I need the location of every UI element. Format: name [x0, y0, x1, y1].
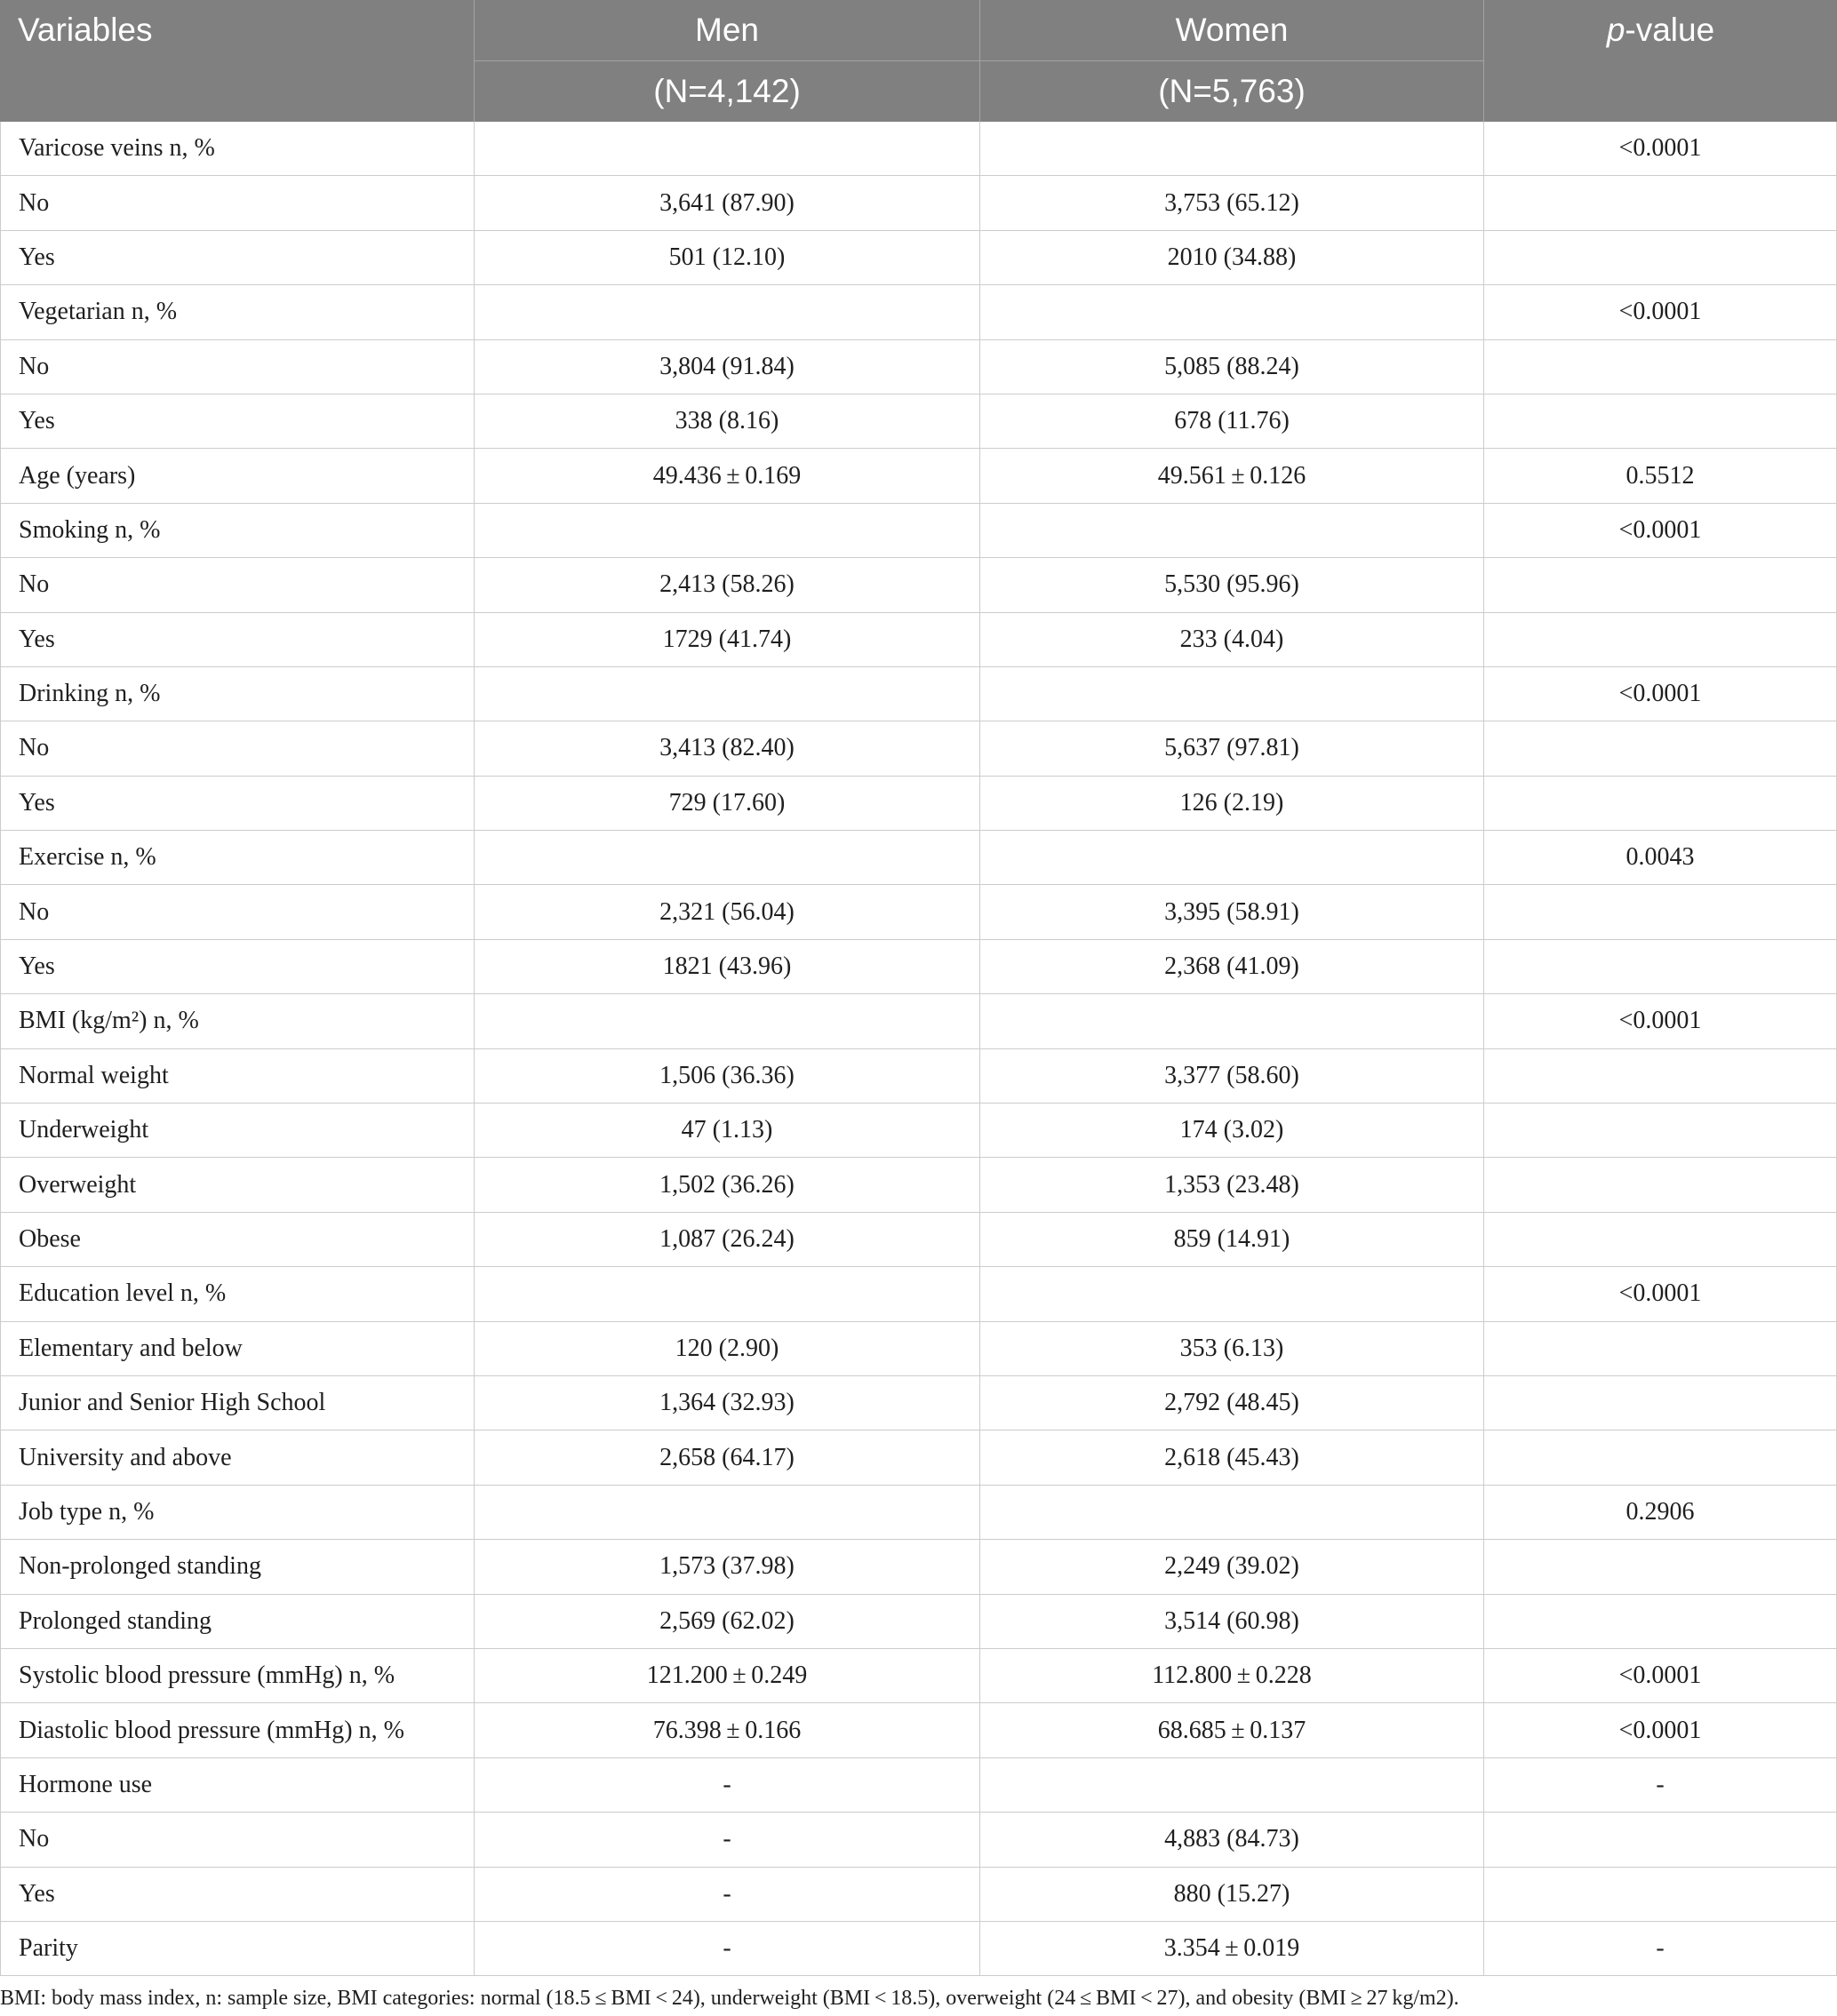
p-value-cell: <0.0001 [1484, 1649, 1837, 1703]
men-cell: 1,573 (37.98) [475, 1540, 980, 1594]
men-cell: 1,506 (36.36) [475, 1049, 980, 1104]
men-cell: 2,569 (62.02) [475, 1595, 980, 1649]
men-cell: - [475, 1813, 980, 1867]
men-cell [475, 667, 980, 721]
men-cell: 49.436 ± 0.169 [475, 449, 980, 503]
table-row [0, 176, 1837, 230]
table-row [0, 1649, 1837, 1703]
table-row [0, 1595, 1837, 1649]
table-row [0, 1486, 1837, 1540]
variable-cell: Yes [0, 231, 475, 285]
table-row [0, 340, 1837, 394]
variable-cell: Yes [0, 613, 475, 667]
variable-cell: Yes [0, 777, 475, 831]
header-women: Women [980, 0, 1484, 61]
p-value-cell [1484, 940, 1837, 994]
men-cell [475, 122, 980, 176]
women-cell [980, 122, 1484, 176]
header-p-suffix: -value [1625, 12, 1715, 48]
men-cell: - [475, 1758, 980, 1813]
women-cell: 2,368 (41.09) [980, 940, 1484, 994]
women-cell: 2,618 (45.43) [980, 1430, 1484, 1485]
header-women-sample-size: (N=5,763) [980, 61, 1484, 123]
women-cell: 68.685 ± 0.137 [980, 1703, 1484, 1757]
p-value-cell: 0.0043 [1484, 831, 1837, 885]
women-cell: 233 (4.04) [980, 613, 1484, 667]
women-cell: 112.800 ± 0.228 [980, 1649, 1484, 1703]
men-cell: 3,413 (82.40) [475, 721, 980, 776]
table-row [0, 1376, 1837, 1430]
table-row [0, 231, 1837, 285]
women-cell: 859 (14.91) [980, 1213, 1484, 1267]
variable-cell: No [0, 558, 475, 612]
p-value-cell [1484, 1322, 1837, 1376]
men-cell: 1,502 (36.26) [475, 1158, 980, 1212]
variable-cell: Vegetarian n, % [0, 285, 475, 339]
women-cell: 2,249 (39.02) [980, 1540, 1484, 1594]
men-cell: 2,658 (64.17) [475, 1430, 980, 1485]
women-cell [980, 285, 1484, 339]
women-cell [980, 1486, 1484, 1540]
variable-cell: No [0, 1813, 475, 1867]
men-cell [475, 831, 980, 885]
p-value-cell [1484, 1540, 1837, 1594]
table-body [0, 122, 1837, 1976]
women-cell: 2010 (34.88) [980, 231, 1484, 285]
women-cell [980, 994, 1484, 1048]
table-row [0, 667, 1837, 721]
men-cell [475, 285, 980, 339]
men-cell [475, 994, 980, 1048]
women-cell: 174 (3.02) [980, 1104, 1484, 1158]
p-value-cell [1484, 721, 1837, 776]
women-cell: 678 (11.76) [980, 394, 1484, 449]
women-cell: 5,637 (97.81) [980, 721, 1484, 776]
table-row [0, 994, 1837, 1048]
women-cell [980, 831, 1484, 885]
variable-cell: Systolic blood pressure (mmHg) n, % [0, 1649, 475, 1703]
table-row [0, 285, 1837, 339]
p-value-cell: - [1484, 1922, 1837, 1976]
women-cell: 3,514 (60.98) [980, 1595, 1484, 1649]
table-row [0, 1430, 1837, 1485]
table-row [0, 1868, 1837, 1922]
header-p-italic: p [1606, 12, 1625, 48]
p-value-cell: <0.0001 [1484, 1703, 1837, 1757]
women-cell [980, 1758, 1484, 1813]
variable-cell: Exercise n, % [0, 831, 475, 885]
women-cell [980, 1267, 1484, 1321]
variable-cell: Yes [0, 940, 475, 994]
men-cell [475, 1267, 980, 1321]
men-cell: - [475, 1868, 980, 1922]
women-cell [980, 667, 1484, 721]
p-value-cell [1484, 394, 1837, 449]
women-cell: 1,353 (23.48) [980, 1158, 1484, 1212]
variable-cell: Job type n, % [0, 1486, 475, 1540]
table-header [0, 0, 1837, 122]
table-row [0, 1213, 1837, 1267]
men-cell: 121.200 ± 0.249 [475, 1649, 980, 1703]
women-cell: 5,530 (95.96) [980, 558, 1484, 612]
variable-cell: BMI (kg/m²) n, % [0, 994, 475, 1048]
table-row [0, 1104, 1837, 1158]
table-row [0, 1267, 1837, 1321]
women-cell: 126 (2.19) [980, 777, 1484, 831]
p-value-cell [1484, 1868, 1837, 1922]
men-cell [475, 1486, 980, 1540]
men-cell: 1,364 (32.93) [475, 1376, 980, 1430]
header-men-sample-size: (N=4,142) [475, 61, 980, 123]
table-footnote: BMI: body mass index, n: sample size, BMI categories: normal (18.5 ≤ BMI < 24), underweight (BMI < 18.5), overweight (24 ≤ BMI < 27), and obesity (BMI ≥ 27 kg/m2). [0, 1987, 1459, 2010]
table-row [0, 122, 1837, 176]
variable-cell: Varicose veins n, % [0, 122, 475, 176]
p-value-cell: <0.0001 [1484, 667, 1837, 721]
variable-cell: No [0, 885, 475, 939]
variable-cell: Diastolic blood pressure (mmHg) n, % [0, 1703, 475, 1757]
p-value-cell [1484, 1104, 1837, 1158]
p-value-cell [1484, 1213, 1837, 1267]
table-row [0, 1922, 1837, 1976]
table-row [0, 1703, 1837, 1757]
variable-cell: Obese [0, 1213, 475, 1267]
women-cell: 4,883 (84.73) [980, 1813, 1484, 1867]
variable-cell: Yes [0, 1868, 475, 1922]
variable-cell: Underweight [0, 1104, 475, 1158]
table-row [0, 1049, 1837, 1104]
men-cell: 3,804 (91.84) [475, 340, 980, 394]
women-cell: 3.354 ± 0.019 [980, 1922, 1484, 1976]
p-value-cell [1484, 1595, 1837, 1649]
variable-cell: Parity [0, 1922, 475, 1976]
women-cell [980, 504, 1484, 558]
p-value-cell [1484, 885, 1837, 939]
variable-cell: Non-prolonged standing [0, 1540, 475, 1594]
p-value-cell [1484, 231, 1837, 285]
variable-cell: Hormone use [0, 1758, 475, 1813]
men-cell [475, 504, 980, 558]
p-value-cell: <0.0001 [1484, 122, 1837, 176]
table-row [0, 721, 1837, 776]
men-cell: 729 (17.60) [475, 777, 980, 831]
variable-cell: Yes [0, 394, 475, 449]
variable-cell: Normal weight [0, 1049, 475, 1104]
variable-cell: No [0, 176, 475, 230]
table-row [0, 558, 1837, 612]
women-cell: 3,753 (65.12) [980, 176, 1484, 230]
men-cell: 2,321 (56.04) [475, 885, 980, 939]
women-cell: 353 (6.13) [980, 1322, 1484, 1376]
p-value-cell [1484, 1158, 1837, 1212]
variable-cell: No [0, 721, 475, 776]
women-cell: 49.561 ± 0.126 [980, 449, 1484, 503]
table-row [0, 1758, 1837, 1813]
p-value-cell: - [1484, 1758, 1837, 1813]
women-cell: 2,792 (48.45) [980, 1376, 1484, 1430]
women-cell: 3,377 (58.60) [980, 1049, 1484, 1104]
variable-cell: No [0, 340, 475, 394]
table-row [0, 1813, 1837, 1867]
table-row [0, 1322, 1837, 1376]
table-row [0, 1158, 1837, 1212]
men-cell: 1821 (43.96) [475, 940, 980, 994]
p-value-cell [1484, 176, 1837, 230]
variable-cell: University and above [0, 1430, 475, 1485]
variable-cell: Junior and Senior High School [0, 1376, 475, 1430]
table-row [0, 1540, 1837, 1594]
table-row [0, 449, 1837, 503]
p-value-cell: <0.0001 [1484, 994, 1837, 1048]
men-cell: 3,641 (87.90) [475, 176, 980, 230]
men-cell: 1729 (41.74) [475, 613, 980, 667]
p-value-cell [1484, 1430, 1837, 1485]
p-value-cell: 0.5512 [1484, 449, 1837, 503]
table-row [0, 504, 1837, 558]
women-cell: 880 (15.27) [980, 1868, 1484, 1922]
men-cell: 1,087 (26.24) [475, 1213, 980, 1267]
p-value-cell: <0.0001 [1484, 1267, 1837, 1321]
p-value-cell [1484, 1376, 1837, 1430]
women-cell: 5,085 (88.24) [980, 340, 1484, 394]
p-value-cell [1484, 1813, 1837, 1867]
p-value-cell: <0.0001 [1484, 285, 1837, 339]
table-row [0, 777, 1837, 831]
variable-cell: Drinking n, % [0, 667, 475, 721]
variable-cell: Smoking n, % [0, 504, 475, 558]
table-row [0, 940, 1837, 994]
table-row [0, 831, 1837, 885]
variable-cell: Elementary and below [0, 1322, 475, 1376]
variable-cell: Overweight [0, 1158, 475, 1212]
table-row [0, 394, 1837, 449]
variable-cell: Prolonged standing [0, 1595, 475, 1649]
table-row [0, 885, 1837, 939]
variable-cell: Education level n, % [0, 1267, 475, 1321]
men-cell: 2,413 (58.26) [475, 558, 980, 612]
p-value-cell [1484, 1049, 1837, 1104]
men-cell: 76.398 ± 0.166 [475, 1703, 980, 1757]
variable-cell: Age (years) [0, 449, 475, 503]
men-cell: - [475, 1922, 980, 1976]
men-cell: 47 (1.13) [475, 1104, 980, 1158]
header-men: Men [475, 0, 980, 61]
p-value-cell: 0.2906 [1484, 1486, 1837, 1540]
women-cell: 3,395 (58.91) [980, 885, 1484, 939]
header-variables: Variables [0, 0, 475, 122]
men-cell: 120 (2.90) [475, 1322, 980, 1376]
p-value-cell [1484, 558, 1837, 612]
p-value-cell: <0.0001 [1484, 504, 1837, 558]
table-row [0, 613, 1837, 667]
men-cell: 338 (8.16) [475, 394, 980, 449]
men-cell: 501 (12.10) [475, 231, 980, 285]
header-p-value [1484, 0, 1837, 122]
p-value-cell [1484, 613, 1837, 667]
p-value-cell [1484, 340, 1837, 394]
p-value-cell [1484, 777, 1837, 831]
